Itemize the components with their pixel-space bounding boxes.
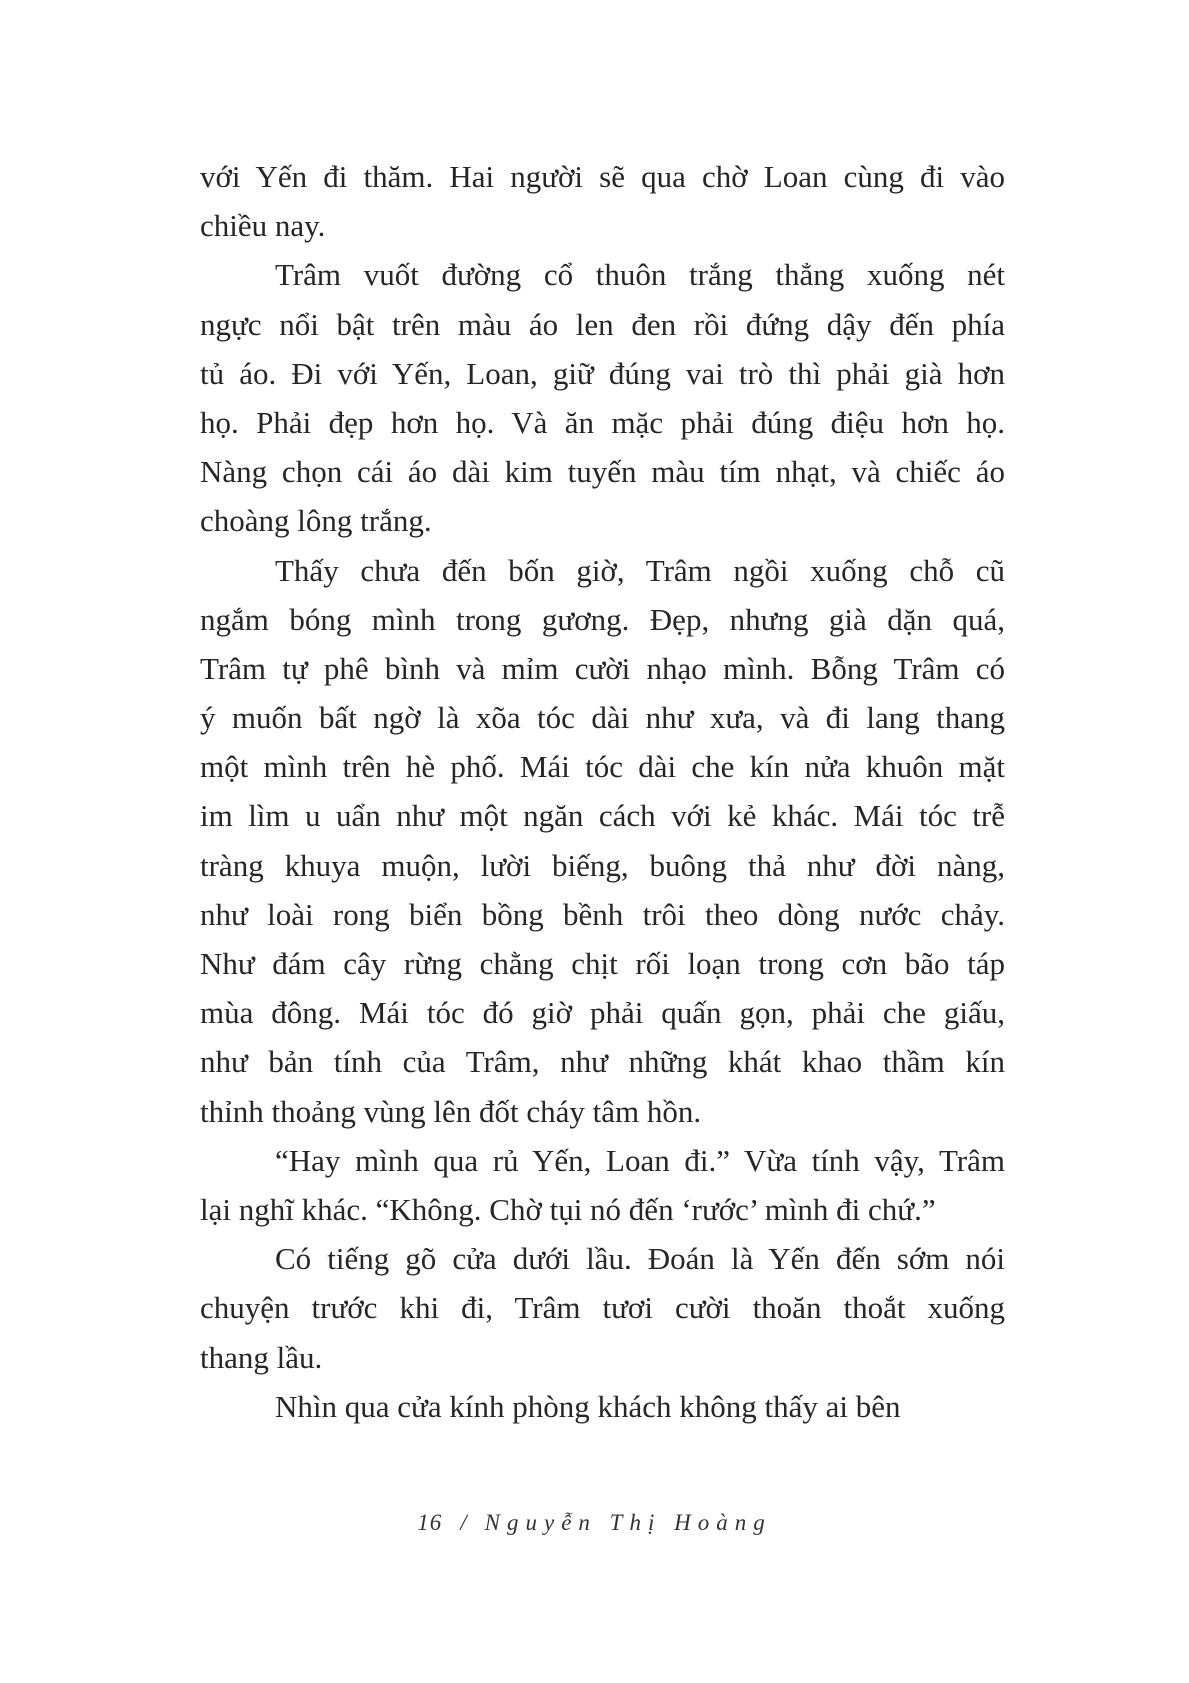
text-line: ngực nổi bật trên màu áo len đen rồi đứng dậy đến phía — [200, 306, 1005, 342]
paragraph — [200, 546, 1005, 1136]
text-line: Trâm tự phê bình và mỉm cười nhạo mình. Bỗng Trâm có — [200, 650, 1005, 686]
text-line: “Hay mình qua rủ Yến, Loan đi.” Vừa tính vậy, Trâm — [275, 1142, 1005, 1178]
page-number: 16 — [417, 1510, 443, 1535]
footer-separator: / — [460, 1510, 467, 1535]
text-line: im lìm u uẩn như một ngăn cách với kẻ khác. Mái tóc trễ — [200, 798, 1005, 834]
text-line: mùa đông. Mái tóc đó giờ phải quấn gọn, phải che giấu, — [200, 995, 1005, 1031]
text-line: ngắm bóng mình trong gương. Đẹp, nhưng già dặn quá, — [200, 601, 1005, 637]
body-text — [200, 152, 1005, 1431]
text-line: lại nghĩ khác. “Không. Chờ tụi nó đến ‘rước’ mình đi chứ.” — [200, 1191, 936, 1227]
text-line: Nhìn qua cửa kính phòng khách không thấy ai bên — [275, 1388, 901, 1424]
text-line: chiều nay. — [200, 208, 326, 244]
paragraph — [200, 152, 1005, 250]
text-line: tràng khuya muộn, lười biếng, buông thả như đời nàng, — [200, 847, 1005, 883]
text-line: tủ áo. Đi với Yến, Loan, giữ đúng vai trò thì phải già hơn — [200, 355, 1005, 391]
text-line: Có tiếng gõ cửa dưới lầu. Đoán là Yến đến sớm nói — [275, 1241, 1005, 1277]
text-line: chuyện trước khi đi, Trâm tươi cười thoăn thoắt xuống — [200, 1290, 1005, 1326]
text-line: Thấy chưa đến bốn giờ, Trâm ngồi xuống chỗ cũ — [275, 552, 1005, 588]
text-line: thang lầu. — [200, 1339, 323, 1375]
text-line: như bản tính của Trâm, như những khát khao thầm kín — [200, 1044, 1005, 1080]
paragraph — [200, 250, 1005, 545]
paragraph — [200, 1382, 1005, 1431]
page-footer — [0, 1510, 1189, 1536]
text-line: họ. Phải đẹp hơn họ. Và ăn mặc phải đúng điệu hơn họ. — [200, 404, 1005, 440]
paragraph — [200, 1234, 1005, 1382]
text-line: với Yến đi thăm. Hai người sẽ qua chờ Loan cùng đi vào — [200, 159, 1005, 194]
author-name: Nguyễn Thị Hoàng — [484, 1510, 772, 1535]
text-line: Trâm vuốt đường cổ thuôn trắng thẳng xuống nét — [275, 257, 1005, 293]
text-line: choàng lông trắng. — [200, 503, 432, 539]
text-line: Như đám cây rừng chằng chịt rối loạn trong cơn bão táp — [200, 946, 1005, 981]
text-line: ý muốn bất ngờ là xõa tóc dài như xưa, và đi lang thang — [200, 700, 1005, 736]
text-line: một mình trên hè phố. Mái tóc dài che kín nửa khuôn mặt — [200, 749, 1005, 785]
text-line: Nàng chọn cái áo dài kim tuyến màu tím nhạt, và chiếc áo — [200, 454, 1005, 490]
text-line: thỉnh thoảng vùng lên đốt cháy tâm hồn. — [200, 1093, 702, 1129]
paragraph — [200, 1136, 1005, 1234]
text-line: như loài rong biển bồng bềnh trôi theo dòng nước chảy. — [200, 896, 1005, 932]
